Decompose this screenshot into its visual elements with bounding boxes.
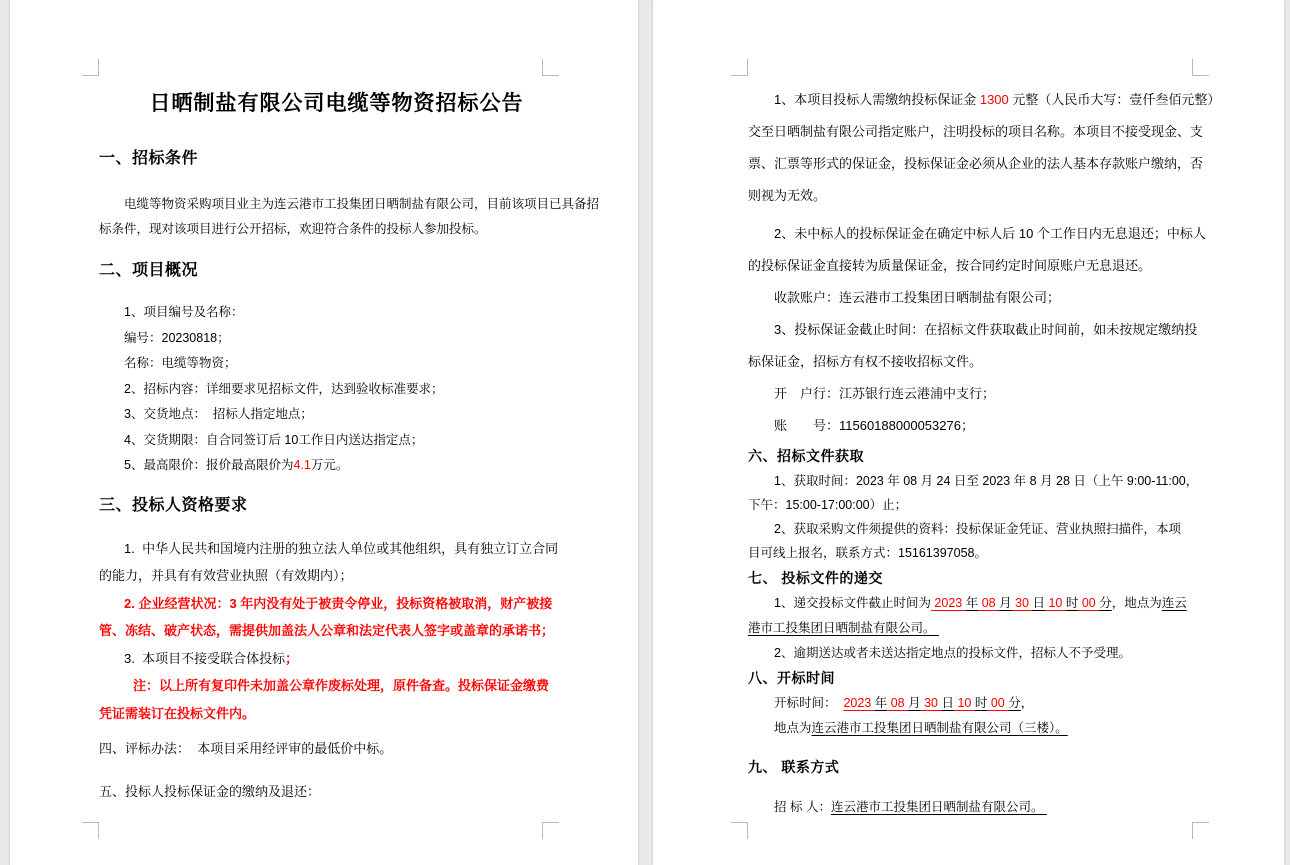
- text-segment: 分: [1008, 696, 1021, 710]
- text-segment: 1. 中华人民共和国境内注册的独立法人单位或其他组织，具有独立订立合同: [124, 540, 559, 556]
- margin-crop-mark: [542, 59, 559, 76]
- text-segment: 编号：20230818；: [124, 330, 230, 345]
- page-2-content: [748, 76, 1223, 820]
- obtain-line: [748, 493, 1223, 517]
- text-segment: 标保证金，招标方有权不接收招标文件。: [748, 354, 983, 369]
- text-segment: 六、招标文件获取: [748, 448, 864, 464]
- text-segment: 10: [1044, 596, 1066, 610]
- deposit-line: [748, 84, 1223, 116]
- heading-5-line: [99, 778, 574, 806]
- list-item: [99, 428, 574, 454]
- text-segment: 名称：电缆等物资；: [124, 356, 237, 370]
- text-segment: 2023: [930, 596, 966, 610]
- text-segment: 年: [965, 596, 979, 610]
- text-segment: 招 标 人：: [774, 800, 831, 814]
- text-segment: 2、招标内容：详细要求见招标文件，达到验收标准要求；: [124, 381, 444, 396]
- document-page-1: [10, 0, 638, 865]
- text-segment: ，: [1020, 696, 1034, 710]
- para-line: [99, 217, 574, 242]
- obtain-line: [748, 541, 1223, 565]
- margin-crop-mark: [82, 59, 99, 76]
- text-segment: 交至日晒制盐有限公司指定账户，注明投标的项目名称。本项目不接受现金、支: [748, 124, 1204, 139]
- text-segment: 08: [978, 596, 1000, 610]
- text-segment: 四、评标办法： 本项目采用经评审的最低价中标。: [99, 741, 393, 756]
- text-segment: 八、开标时间: [748, 670, 835, 686]
- text-segment: 5、最高限价：报价最高限价为: [124, 458, 294, 472]
- text-segment: 七、 投标文件的递交: [748, 570, 883, 586]
- text-segment: 1、本项目投标人需缴纳投标保证金: [774, 92, 980, 107]
- margin-crop-mark: [542, 822, 559, 839]
- para-line: [99, 192, 600, 217]
- text-segment: 票、汇票等形式的保证金，投标保证金必须从企业的法人基本存款账户缴纳，否: [748, 156, 1204, 171]
- margin-crop-mark: [731, 59, 748, 76]
- text-segment: 开 户行：江苏银行连云港浦中支行；: [774, 386, 996, 401]
- text-segment: 2. 企业经营状况：3 年内没有处于被责令停业，投标资格被取消，财产被接: [124, 595, 553, 611]
- req-line-red: [99, 617, 574, 645]
- text-segment: 地点为: [774, 721, 812, 735]
- heading-7: [748, 566, 1223, 591]
- text-segment: 分: [1099, 596, 1112, 610]
- text-segment: 4、交货期限：自合同签订后 10工作日内送达指定点；: [124, 432, 424, 447]
- text-segment: ，地点为: [1111, 596, 1162, 610]
- text-segment: 连云港市工投集团日晒制盐有限公司。: [830, 800, 1047, 814]
- req-line: [99, 562, 574, 590]
- text-segment: 10: [954, 696, 975, 710]
- payee-line: [748, 282, 1223, 314]
- list-item: [99, 377, 574, 403]
- text-segment: 3. 本项目不接受联合体投标: [124, 650, 286, 666]
- text-segment: 日晒制盐有限公司电缆等物资招标公告: [149, 92, 524, 115]
- heading-9: [748, 755, 1223, 780]
- text-segment: 电缆等物资采购项目业主为连云港市工投集团日晒制盐有限公司，目前该项目已具备招: [124, 197, 600, 211]
- text-segment: 元整（人民币大写：壹仟叁佰元整）: [1008, 92, 1221, 107]
- req-line-red: [99, 590, 574, 618]
- text-segment: 三、投标人资格要求: [99, 496, 248, 514]
- text-segment: 3、投标保证金截止时间：在招标文件获取截止时间前，如未按规定缴纳投: [774, 322, 1198, 337]
- contact-line: [748, 795, 1223, 820]
- margin-crop-mark: [82, 822, 99, 839]
- document-page-2: [653, 0, 1284, 865]
- bank-line: [748, 378, 1223, 410]
- document-title: [99, 86, 574, 122]
- heading-3: [99, 493, 574, 519]
- text-segment: 月: [999, 596, 1012, 610]
- text-segment: 下午：15:00-17:00:00）止；: [748, 498, 908, 512]
- deadline-line: [748, 314, 1223, 346]
- page-1-content: [99, 76, 600, 805]
- text-segment: 连云: [1161, 596, 1187, 610]
- heading-2: [99, 258, 574, 284]
- list-item: [99, 351, 574, 377]
- margin-crop-mark: [1192, 59, 1209, 76]
- list-item: [99, 402, 574, 428]
- text-segment: 标条件，现对该项目进行公开招标，欢迎符合条件的投标人参加投标。: [99, 222, 487, 236]
- text-segment: 目可线上报名，联系方式：15161397058。: [748, 546, 987, 560]
- req-line: [99, 645, 574, 673]
- text-segment: 五、投标人投标保证金的缴纳及退还：: [99, 783, 321, 799]
- heading-1: [99, 146, 574, 172]
- text-segment: 九、 联系方式: [748, 759, 840, 775]
- submit-line: [748, 591, 1223, 616]
- list-item: [99, 326, 574, 352]
- refund-line: [748, 218, 1223, 250]
- margin-crop-mark: [731, 822, 748, 839]
- text-segment: 账 号：11560188000053276；: [774, 418, 974, 433]
- text-segment: 30: [920, 696, 942, 710]
- text-segment: 00: [1078, 596, 1100, 610]
- text-segment: 2、未中标人的投标保证金在确定中标人后 10 个工作日内无息退还；中标人: [774, 226, 1206, 241]
- margin-crop-mark: [1192, 822, 1209, 839]
- text-segment: 1、项目编号及名称：: [124, 305, 244, 319]
- text-segment: 2、获取采购文件须提供的资料：投标保证金凭证、营业执照扫描件，本项: [774, 522, 1181, 536]
- text-segment: 1、递交投标文件截止时间为: [774, 596, 931, 610]
- open-time-line: [748, 691, 1223, 716]
- text-segment: 的投标保证金直接转为质量保证金，按合同约定时间原账户无息退还。: [748, 258, 1152, 273]
- text-segment: 08: [887, 696, 909, 710]
- obtain-line: [748, 517, 1223, 541]
- text-segment: 3、交货地点： 招标人指定地点；: [124, 407, 313, 421]
- obtain-line: [748, 469, 1223, 493]
- text-segment: 一、招标条件: [99, 150, 199, 167]
- text-segment: 凭证需装订在投标文件内。: [99, 705, 256, 721]
- text-segment: 日: [941, 696, 954, 710]
- submit-line: [748, 616, 1223, 641]
- text-segment: 日: [1032, 596, 1045, 610]
- text-segment: 2、逾期送达或者未送达指定地点的投标文件，招标人不予受理。: [774, 646, 1131, 660]
- heading-8: [748, 666, 1223, 691]
- text-segment: 时: [974, 696, 988, 710]
- heading-6: [748, 444, 1223, 469]
- note-line-red: [99, 700, 574, 728]
- list-item: [99, 453, 574, 479]
- text-segment: 则视为无效。: [748, 188, 827, 203]
- account-line: [748, 410, 1223, 442]
- text-segment: 1、获取时间：2023 年 08 月 24 日至 2023 年 8 月 28 日（上午 9:00-11:00，: [774, 474, 1199, 488]
- req-line: [99, 535, 574, 563]
- text-segment: 30: [1011, 596, 1033, 610]
- text-segment: 万元。: [310, 458, 349, 472]
- heading-4-line: [99, 735, 574, 763]
- text-segment: 1300: [979, 92, 1009, 107]
- text-segment: 连云港市工投集团日晒制盐有限公司（三楼）。: [811, 721, 1068, 735]
- text-segment: 年: [874, 696, 888, 710]
- text-segment: 港市工投集团日晒制盐有限公司。: [748, 621, 939, 635]
- deposit-line: [748, 148, 1223, 180]
- text-segment: 的能力，并具有有效营业执照（有效期内）；: [99, 568, 353, 583]
- deposit-line: [748, 116, 1223, 148]
- text-segment: 管、冻结、破产状态，需提供加盖法人公章和法定代表人签字或盖章的承诺书；: [99, 623, 555, 638]
- text-segment: 时: [1065, 596, 1079, 610]
- note-line-red: [99, 672, 574, 700]
- deposit-line: [748, 180, 1223, 212]
- text-segment: 00: [987, 696, 1009, 710]
- deadline-line: [748, 346, 1223, 378]
- text-segment: 收款账户：连云港市工投集团日晒制盐有限公司；: [774, 290, 1061, 305]
- text-segment: 开标时间：: [774, 696, 844, 710]
- text-segment: 注：以上所有复印件未加盖公章作废标处理，原件备查。投标保证金缴费: [133, 678, 550, 693]
- text-segment: 二、项目概况: [99, 262, 199, 279]
- text-segment: 月: [908, 696, 921, 710]
- text-segment: 4.1: [293, 458, 311, 472]
- submit-line: [748, 641, 1223, 666]
- open-place-line: [748, 716, 1223, 741]
- text-segment: 2023: [843, 696, 875, 710]
- list-item: [99, 300, 574, 326]
- refund-line: [748, 250, 1223, 282]
- text-segment: ；: [285, 650, 299, 666]
